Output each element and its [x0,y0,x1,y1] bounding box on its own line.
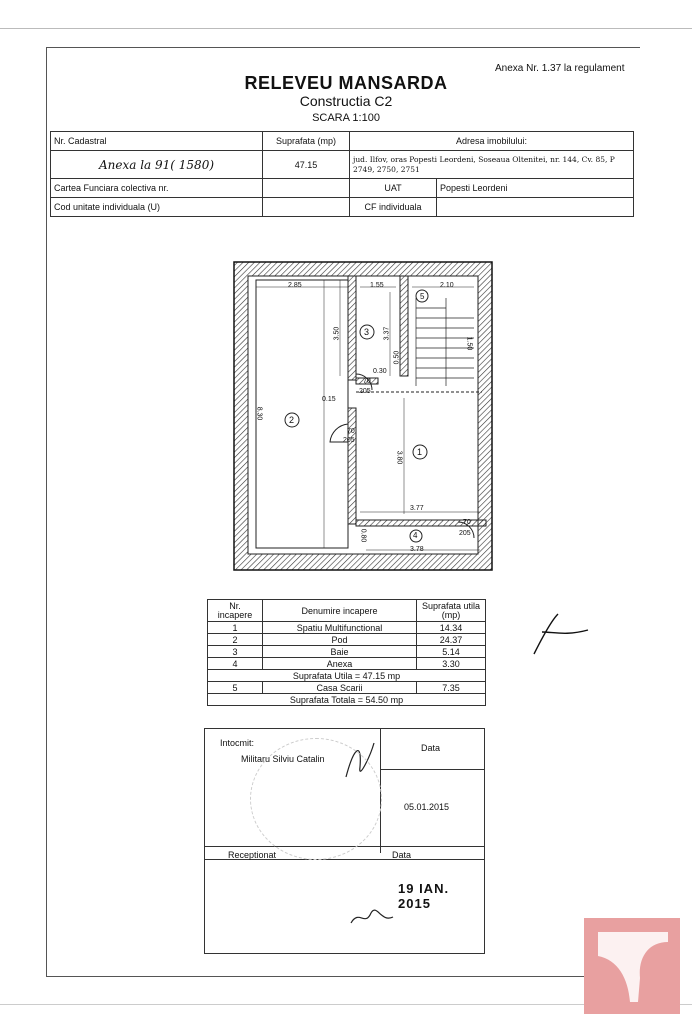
intocmit-label: Intocmit: [220,738,255,748]
info-table [50,131,634,217]
data2-label: Data [392,850,412,860]
room-number: 4 [413,531,418,540]
page-subtitle: Constructia C2 [299,93,393,109]
page-title: RELEVEU MANSARDA [244,73,448,93]
dim-label: 2.85 [288,282,302,289]
adresa-value: jud. Ilfov, oras Popesti Leordeni, Soseaua Oltenitei, nr. 144, Cv. 85, P 2749, 2750, 2751 [350,151,634,179]
margin-signature [528,610,598,660]
dim-label: 0.15 [322,396,336,403]
uat-label: UAT [350,179,437,198]
reception-date-stamp: 19 IAN. 2015 [398,881,450,911]
dim-label: 3.78 [410,546,424,553]
reception-signature [347,901,397,931]
dim-label: 8.30 [255,406,263,421]
room-2-outline [256,280,348,548]
suprafata-label: Suprafata (mp) [263,132,350,151]
table-row: 3 Baie 5.14 [208,646,486,658]
data-label: Data [421,743,441,753]
dim-label: 70 [463,519,471,526]
dim-label: 0.80 [359,528,367,543]
table-row: 1 Spatiu Multifunctional 14.34 [208,622,486,634]
dim-label: 1.50 [465,336,473,351]
col-nr-header: Nr. incapere [208,600,263,622]
nr-cadastral-label: Nr. Cadastral [51,132,263,151]
data-value: 05.01.2015 [404,802,450,812]
col-name-header: Denumire incapere [263,600,417,622]
watermark-logo [584,918,680,1014]
rooms-table [207,599,486,706]
dim-label: 70 [363,378,371,385]
nr-cadastral-value: Anexa la 91( 1580) [51,151,263,179]
adresa-label: Adresa imobilului: [350,132,634,151]
suprafata-totala: Suprafata Totala = 54.50 mp [208,694,486,706]
receptionat-label: Receptionat [228,850,277,860]
dim-label: 3.37 [383,326,391,341]
room-number: 3 [364,327,370,337]
intocmit-name: Militaru Silviu Catalin [241,754,325,764]
dim-label: 70 [347,428,355,435]
top-rule [0,28,692,29]
room-number: 5 [420,292,425,301]
cf-individuala-label: CF individuala [350,198,437,217]
table-row: 5 Casa Scarii 7.35 [208,682,486,694]
dim-label: 205 [459,530,471,537]
dim-label: 205 [343,437,355,444]
table-row: 2 Pod 24.37 [208,634,486,646]
cod-unitate-label: Cod unitate individuala (U) [51,198,263,217]
annex-label: Anexa Nr. 1.37 la regulament [495,63,625,74]
dim-label: 0.30 [373,368,387,375]
room-number: 2 [289,415,295,425]
col-area-header: Suprafata utila (mp) [417,600,486,622]
dim-label: 2.10 [440,282,454,289]
suprafata-value: 47.15 [263,151,350,179]
dim-label: 1.55 [370,282,384,289]
table-row: 4 Anexa 3.30 [208,658,486,670]
dim-label: 205 [359,388,371,395]
carte-funciara-label: Cartea Funciara colectiva nr. [51,179,263,198]
dim-label: 0.50 [393,350,401,365]
stamp-seal [250,738,382,860]
dim-label: 3.50 [333,326,341,341]
scale-label: SCARA 1:100 [312,112,380,124]
room-number: 1 [417,447,423,457]
dim-label: 3.77 [410,505,424,512]
dim-label: 3.80 [395,450,403,465]
bird-icon [584,918,680,1014]
uat-value: Popesti Leordeni [437,179,634,198]
suprafata-utila-total: Suprafata Utila = 47.15 mp [208,670,486,682]
